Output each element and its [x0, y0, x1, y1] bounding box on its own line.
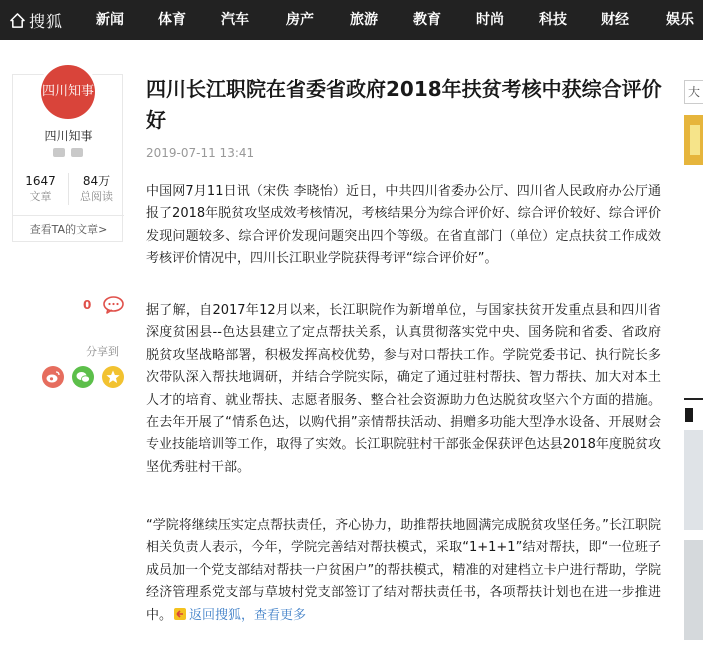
author-name[interactable]: 四川知事 — [44, 129, 93, 143]
comment-icon[interactable] — [103, 296, 124, 314]
right-ad-image[interactable] — [684, 115, 703, 165]
right-divider — [684, 398, 703, 400]
nav-fashion[interactable]: 时尚 — [476, 12, 504, 28]
article-paragraph: 中国网7月11日讯（宋佚 李晓怡）近日，中共四川省委办公厅、四川省人民政府办公厅通报了2018年脱贫攻坚成效考核情况，考核结果分为综合评价好、综合评价较好、综合评价发现问题较多、综合评价发现问题突出四个等级。在省直部门（单位）定点扶贫工作成效考核评价情况中，四川长江职业学院获得考评“综合评价好”。 — [146, 184, 661, 267]
article-date: 2019-07-11 13:41 — [146, 146, 255, 160]
sohu-logo[interactable] — [10, 0, 63, 40]
nav-education[interactable]: 教育 — [413, 12, 441, 28]
wechat-share-icon[interactable] — [72, 366, 94, 388]
badge-icon — [71, 148, 83, 157]
nav-sports[interactable]: 体育 — [158, 12, 186, 28]
badge-icon — [53, 148, 65, 157]
home-icon — [10, 13, 25, 28]
author-card — [12, 74, 123, 242]
articles-count: 1647 — [25, 174, 56, 188]
articles-stat — [13, 173, 68, 205]
nav-travel[interactable]: 旅游 — [350, 12, 378, 28]
back-to-sohu-link[interactable]: 返回搜狐，查看更多 — [189, 607, 307, 623]
right-news-image[interactable] — [684, 430, 703, 530]
share-label: 分享到 — [86, 345, 119, 358]
top-nav-bar — [0, 0, 703, 40]
article-paragraph: 据了解，自2017年12月以来，长江职院作为新增单位，与国家扶贫开发重点县和四川省深度贫困县--色达县建立了定点帮扶关系，认真贯彻落实党中央、国务院和省委、省政府脱贫攻坚战略部署，积极发挥高校优势，参与对口帮扶工作。学院党委书记、执行院长多次带队深入帮扶地调研，并结合学院实际，确定了通过驻村帮扶、智力帮扶、加大对本土人才的培育、就业帮扶、志愿者服务、整合社会资源助力色达脱贫攻坚六个方面的措施。在去年开展了“情系色达，以购代捐”亲情帮扶活动、捐赠多功能大型净水设备、开展财会专业技能培训等工作，取得了实效。长江职院驻村干部张金保获评色达县2018年度脱贫攻坚优秀驻村干部。 — [146, 303, 661, 475]
nav-house[interactable]: 房产 — [286, 12, 314, 28]
nav-tech[interactable]: 科技 — [539, 12, 567, 28]
views-stat — [68, 173, 124, 205]
author-avatar[interactable]: 四川知事 — [41, 65, 95, 119]
favorite-star-icon[interactable] — [102, 366, 124, 388]
nav-entertainment[interactable]: 娱乐 — [666, 12, 694, 28]
logo-text: 搜狐 — [29, 11, 64, 31]
right-search-input[interactable]: 大 — [684, 80, 703, 104]
nav-news[interactable]: 新闻 — [96, 12, 124, 28]
author-stats — [13, 173, 124, 205]
views-count: 84万 — [82, 174, 111, 188]
article-paragraph — [146, 515, 661, 627]
views-label: 总阅读 — [80, 190, 113, 203]
articles-label: 文章 — [29, 190, 52, 203]
nav-finance[interactable]: 财经 — [601, 12, 629, 28]
right-news-image[interactable] — [684, 540, 703, 640]
author-badges — [53, 148, 83, 157]
nav-auto[interactable]: 汽车 — [221, 12, 249, 28]
weibo-share-icon[interactable] — [42, 366, 64, 388]
right-section-marker — [685, 408, 693, 422]
article-title: 四川长江职院在省委省政府2018年扶贫考核中获综合评价好 — [146, 77, 662, 132]
comment-count[interactable]: 0 — [83, 298, 92, 312]
paragraph-text: “学院将继续压实定点帮扶责任，齐心协力，助推帮扶地圆满完成脱贫攻坚任务。”长江职院相关负责人表示，今年，学院完善结对帮扶模式，采取“1+1+1”结对帮扶，即“一位班子成员加一个党支部结对帮扶一户贫困户”的帮扶模式，精准的对建档立卡户进行帮助，学院经济管理系党支部与草坡村党支部签订了结对帮扶责任书，各项帮扶计划也在进一步推进中。 — [146, 518, 661, 623]
sohu-back-icon — [174, 608, 186, 620]
view-author-articles-link[interactable]: 查看TA的文章> — [13, 215, 124, 242]
